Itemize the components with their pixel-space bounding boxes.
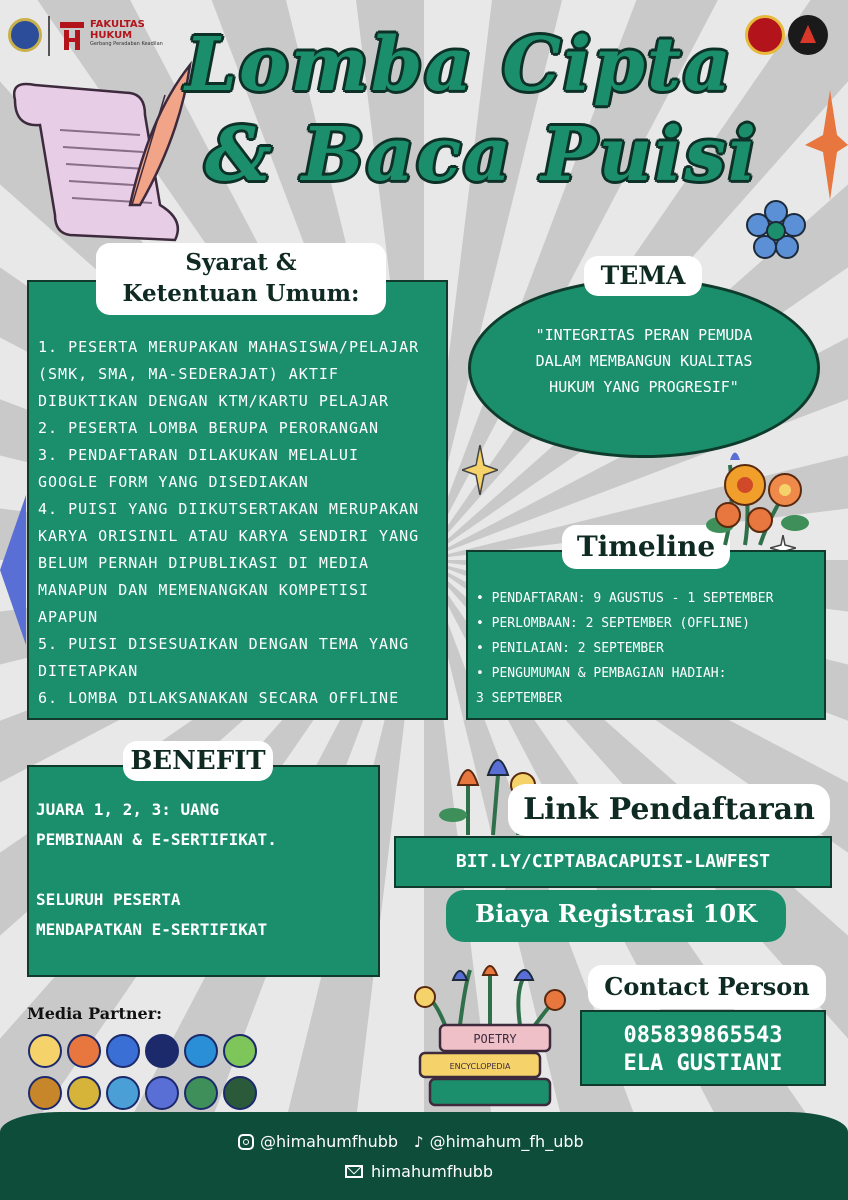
rule-item: KARYA ORISINIL ATAU KARYA SENDIRI YANG bbox=[38, 527, 420, 545]
media-partner-logo bbox=[184, 1076, 218, 1110]
rule-item: (SMK, SMA, MA-SEDERAJAT) AKTIF bbox=[38, 365, 339, 383]
timeline-item: • PENILAIAN: 2 SEPTEMBER bbox=[476, 641, 664, 656]
contact-name: ELA GUSTIANI bbox=[623, 1051, 783, 1076]
header-divider bbox=[48, 16, 50, 56]
link-heading: Link Pendaftaran bbox=[508, 784, 830, 836]
title-line1: Lomba Cipta bbox=[185, 22, 734, 108]
rule-item: 2. PESERTA LOMBA BERUPA PERORANGAN bbox=[38, 419, 380, 437]
timeline-box bbox=[466, 550, 826, 720]
benefit-list bbox=[36, 795, 277, 945]
faculty-tagline: Gerbang Peradaban Keadilan bbox=[90, 41, 163, 47]
footer bbox=[0, 1112, 848, 1200]
yellow-sparkle-decoration bbox=[462, 445, 498, 495]
rule-item: MANAPUN DAN MEMENANGKAN KOMPETISI bbox=[38, 581, 370, 599]
email-link[interactable] bbox=[345, 1162, 493, 1181]
contact-phone: 085839865543 bbox=[623, 1023, 783, 1048]
media-partner-logo bbox=[145, 1076, 179, 1110]
rule-item: 3. PENDAFTARAN DILAKUKAN MELALUI bbox=[38, 446, 359, 464]
instagram-link[interactable] bbox=[238, 1132, 398, 1151]
tema-heading: TEMA bbox=[584, 256, 702, 296]
rule-item: GOOGLE FORM YANG DISEDIAKAN bbox=[38, 473, 309, 491]
media-partner-logo bbox=[28, 1076, 62, 1110]
rule-item: 4. PUISI YANG DIIKUTSERTAKAN MERUPAKAN bbox=[38, 500, 420, 518]
tema-line: HUKUM YANG PROGRESIF" bbox=[549, 378, 739, 396]
faculty-line2: HUKUM bbox=[90, 30, 133, 41]
benefit-heading: BENEFIT bbox=[123, 741, 273, 781]
faculty-logo bbox=[58, 18, 86, 52]
scroll-quill-illustration bbox=[0, 55, 200, 265]
himahum-logo bbox=[745, 15, 785, 55]
rules-list bbox=[38, 334, 419, 712]
tiktok-handle: @himahum_fh_ubb bbox=[429, 1132, 584, 1151]
media-partner-logo bbox=[145, 1034, 179, 1068]
timeline-heading: Timeline bbox=[562, 525, 730, 569]
timeline-list bbox=[476, 586, 773, 711]
media-partner-logo bbox=[67, 1076, 101, 1110]
media-partner-logo bbox=[28, 1034, 62, 1068]
faculty-name bbox=[90, 19, 163, 48]
event-logo bbox=[788, 15, 828, 55]
syarat-heading-line1: Syarat & bbox=[185, 249, 297, 276]
orange-star-decoration bbox=[775, 90, 848, 200]
books-flowers-illustration bbox=[405, 965, 575, 1125]
registration-link[interactable]: BIT.LY/CIPTABACAPUISI-LAWFEST bbox=[394, 836, 832, 888]
media-partner-logo bbox=[67, 1034, 101, 1068]
email-address: himahumfhubb bbox=[371, 1162, 494, 1181]
blue-flower-decoration bbox=[745, 200, 807, 262]
book-encyclopedia-title: ENCYCLOPEDIA bbox=[449, 1062, 511, 1071]
faculty-line1: FAKULTAS bbox=[90, 19, 145, 30]
tema-text bbox=[468, 322, 820, 400]
contact-heading: Contact Person bbox=[588, 965, 826, 1009]
registration-fee: Biaya Registrasi 10K bbox=[446, 890, 786, 942]
email-icon bbox=[345, 1165, 363, 1178]
media-partner-logo bbox=[184, 1034, 218, 1068]
rule-item: APAPUN bbox=[38, 608, 99, 626]
rule-item: 5. PUISI DISESUAIKAN DENGAN TEMA YANG bbox=[38, 635, 410, 653]
tema-line: DALAM MEMBANGUN KUALITAS bbox=[535, 352, 753, 370]
timeline-item: • PENGUMUMAN & PEMBAGIAN HADIAH: bbox=[476, 666, 727, 681]
flower-bouquet-illustration bbox=[690, 445, 820, 555]
rule-item: 6. LOMBA DILAKSANAKAN SECARA OFFLINE bbox=[38, 689, 400, 707]
benefit-item: PEMBINAAN & E-SERTIFIKAT. bbox=[36, 830, 277, 849]
benefit-item: JUARA 1, 2, 3: UANG bbox=[36, 800, 220, 819]
blue-triangle-decoration bbox=[0, 495, 26, 645]
tema-line: "INTEGRITAS PERAN PEMUDA bbox=[535, 326, 753, 344]
title-line2: & Baca Puisi bbox=[205, 112, 759, 198]
syarat-heading bbox=[96, 243, 386, 315]
media-partner-logo bbox=[223, 1034, 257, 1068]
benefit-item: MENDAPATKAN E-SERTIFIKAT bbox=[36, 920, 268, 939]
book-poetry-title: POETRY bbox=[473, 1032, 517, 1046]
benefit-box bbox=[27, 765, 380, 977]
syarat-box bbox=[27, 280, 448, 720]
media-partner-heading: Media Partner: bbox=[27, 1004, 163, 1023]
timeline-item: 3 SEPTEMBER bbox=[476, 691, 563, 706]
tiktok-link[interactable] bbox=[414, 1132, 584, 1151]
university-logo bbox=[8, 18, 42, 52]
rule-item: DIBUKTIKAN DENGAN KTM/KARTU PELAJAR bbox=[38, 392, 390, 410]
syarat-heading-line2: Ketentuan Umum: bbox=[122, 280, 360, 307]
benefit-item: SELURUH PESERTA bbox=[36, 890, 181, 909]
timeline-item: • PENDAFTARAN: 9 AGUSTUS - 1 SEPTEMBER bbox=[476, 591, 774, 606]
rule-item: DITETAPKAN bbox=[38, 662, 139, 680]
media-partner-logo bbox=[223, 1076, 257, 1110]
media-partner-logo bbox=[106, 1034, 140, 1068]
media-partner-logo bbox=[106, 1076, 140, 1110]
timeline-item: • PERLOMBAAN: 2 SEPTEMBER (OFFLINE) bbox=[476, 616, 750, 631]
tiktok-icon: ♪ bbox=[414, 1132, 424, 1151]
rule-item: 1. PESERTA MERUPAKAN MAHASISWA/PELAJAR bbox=[38, 338, 420, 356]
benefit-item bbox=[36, 855, 277, 885]
instagram-icon bbox=[238, 1134, 254, 1150]
contact-box bbox=[580, 1010, 826, 1086]
instagram-handle: @himahumfhubb bbox=[260, 1132, 399, 1151]
rule-item: BELUM PERNAH DIPUBLIKASI DI MEDIA bbox=[38, 554, 370, 572]
